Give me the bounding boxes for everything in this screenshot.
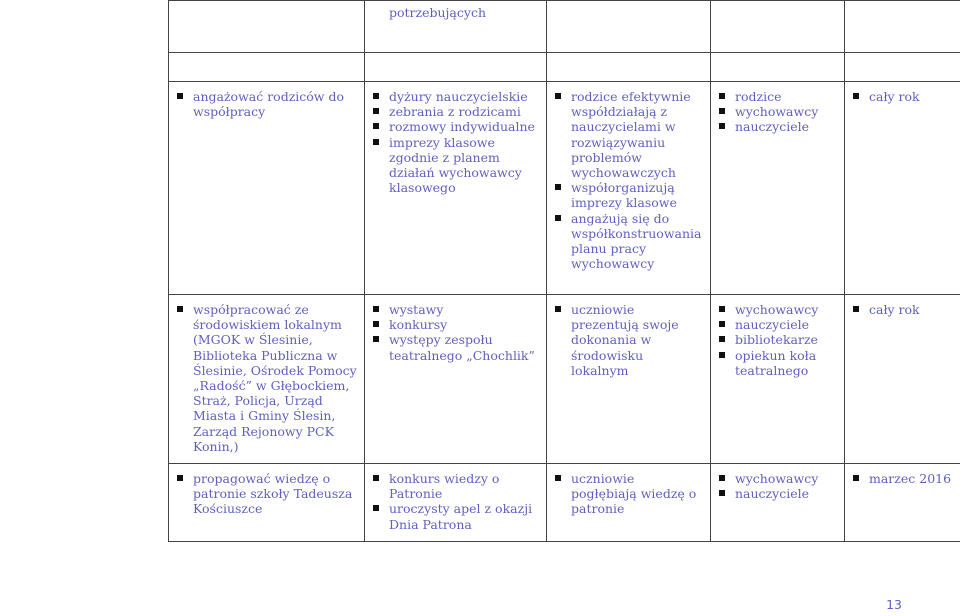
list-item: marzec 2016 [851, 471, 954, 486]
cell-responsible [711, 464, 845, 542]
cell-forms [365, 295, 547, 464]
cell-goal [169, 295, 365, 464]
list-item: konkursy [371, 317, 540, 332]
cell-responsible [711, 295, 845, 464]
cell-empty [169, 1, 365, 53]
list-item: dyżury nauczycielskie [371, 89, 540, 104]
list-item: cały rok [851, 89, 954, 104]
list-item: rodzice efektywnie współdziałają z nauczycielami w rozwiązywaniu problemów wychowawczych [553, 89, 704, 180]
list-item: występy zespołu teatralnego „Chochlik” [371, 332, 540, 362]
cell-timeline [845, 295, 960, 464]
list-item: nauczyciele [717, 486, 838, 501]
list-item: uczniowie prezentują swoje dokonania w środowisku lokalnym [553, 302, 704, 378]
plan-table [168, 0, 960, 542]
cell-outcomes [547, 82, 711, 295]
cell-timeline [845, 82, 960, 295]
cell-goal [169, 464, 365, 542]
list-item: imprezy klasowe zgodnie z planem działań wychowawcy klasowego [371, 135, 540, 196]
cell-continuation [365, 1, 547, 53]
continuation-text: potrzebujących [389, 5, 487, 20]
table-row-spacer [169, 53, 960, 82]
list-item: wychowawcy [717, 302, 838, 317]
list-item: wychowawcy [717, 471, 838, 486]
list-item: propagować wiedzę o patronie szkoły Tadeusza Kościuszce [175, 471, 358, 517]
list-item: bibliotekarze [717, 332, 838, 347]
list-item: współpracować ze środowiskiem lokalnym (MGOK w Ślesinie, Biblioteka Publiczna w Ślesinie, Ośrodek Pomocy „Radość” w Głębockiem, Straż, Policja, Urząd Miasta i Gminy Ślesin, Zarząd Rejonowy PCK Konin,) [175, 302, 358, 454]
cell-outcomes [547, 295, 711, 464]
cell-forms [365, 464, 547, 542]
table-row [169, 82, 960, 295]
list-item: nauczyciele [717, 317, 838, 332]
cell-goal [169, 82, 365, 295]
cell-empty [547, 1, 711, 53]
table-row [169, 295, 960, 464]
list-item: uczniowie pogłębiają wiedzę o patronie [553, 471, 704, 517]
cell-empty [711, 1, 845, 53]
list-item: cały rok [851, 302, 954, 317]
cell-forms [365, 82, 547, 295]
cell-outcomes [547, 464, 711, 542]
list-item: opiekun koła teatralnego [717, 348, 838, 378]
list-item: współorganizują imprezy klasowe [553, 180, 704, 210]
list-item: nauczyciele [717, 119, 838, 134]
list-item: angażują się do współkonstruowania planu pracy wychowawcy [553, 211, 704, 272]
list-item: uroczysty apel z okazji Dnia Patrona [371, 501, 540, 531]
list-item: rozmowy indywidualne [371, 119, 540, 134]
table-row [169, 464, 960, 542]
page-number: 13 [886, 597, 902, 612]
cell-timeline [845, 464, 960, 542]
list-item: wystawy [371, 302, 540, 317]
cell-responsible [711, 82, 845, 295]
list-item: rodzice [717, 89, 838, 104]
list-item: angażować rodziców do współpracy [175, 89, 358, 119]
list-item: wychowawcy [717, 104, 838, 119]
list-item: konkurs wiedzy o Patronie [371, 471, 540, 501]
cell-empty [845, 1, 960, 53]
list-item: zebrania z rodzicami [371, 104, 540, 119]
table-row-continuation [169, 1, 960, 53]
